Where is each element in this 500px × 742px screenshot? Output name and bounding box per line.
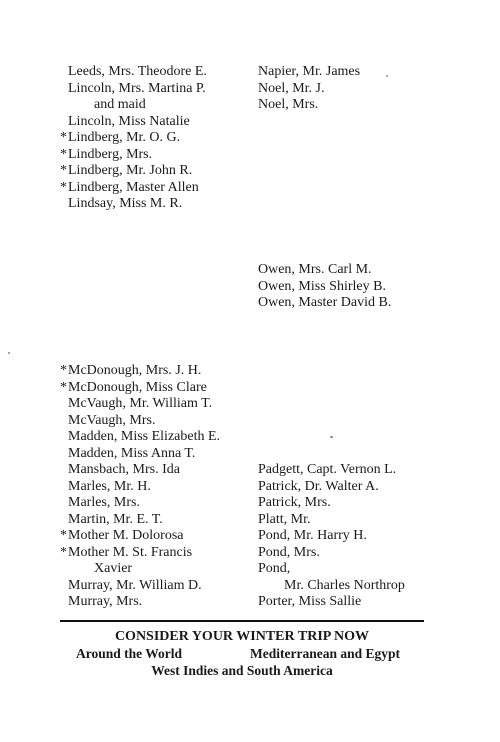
banner-headline: CONSIDER YOUR WINTER TRIP NOW [114, 629, 370, 644]
banner-left-destination: Around the World [76, 646, 183, 661]
paper-speck [330, 436, 333, 438]
asterisk-mark: * [60, 147, 67, 162]
right-entry: Owen, Master David B. [258, 295, 392, 310]
left-entry: Xavier [94, 561, 133, 576]
right-entry: Pond, Mrs. [258, 545, 320, 560]
left-entry: * Lindberg, Mrs. [60, 147, 153, 162]
right-entry: Owen, Miss Shirley B. [258, 279, 386, 294]
left-entry: * Lindberg, Master Allen [60, 180, 199, 195]
left-entry: Lincoln, Mrs. Martina P. [68, 81, 206, 96]
left-entry: Murray, Mr. William D. [68, 578, 202, 593]
paper-speck [386, 75, 388, 77]
left-entry: Madden, Miss Anna T. [68, 446, 196, 461]
right-entry: Noel, Mrs. [258, 97, 319, 112]
right-entry: Porter, Miss Sallie [258, 594, 362, 609]
right-entry: Owen, Mrs. Carl M. [258, 262, 372, 277]
left-entry: Madden, Miss Elizabeth E. [68, 429, 221, 444]
left-entry: * Lindberg, Mr. O. G. [60, 130, 181, 145]
right-entry: Mr. Charles Northrop [284, 578, 405, 593]
left-entry: and maid [94, 97, 146, 112]
right-entry: Platt, Mr. [258, 512, 311, 527]
asterisk-mark: * [60, 130, 67, 145]
banner-right-destination: Mediterranean and Egypt [250, 646, 400, 661]
left-entry: Marles, Mrs. [68, 495, 140, 510]
left-entry: Murray, Mrs. [68, 594, 143, 609]
right-entry: Napier, Mr. James [258, 64, 361, 79]
left-entry: Lincoln, Miss Natalie [68, 114, 190, 129]
asterisk-mark: * [60, 363, 67, 378]
divider-rule [60, 620, 424, 622]
asterisk-mark: * [60, 528, 67, 543]
left-entry: Martin, Mr. E. T. [68, 512, 163, 527]
right-entry: Pond, Mr. Harry H. [258, 528, 367, 543]
asterisk-mark: * [60, 180, 67, 195]
left-entry: McVaugh, Mrs. [68, 413, 156, 428]
left-entry: Lindsay, Miss M. R. [68, 196, 183, 211]
left-entry: McVaugh, Mr. William T. [68, 396, 213, 411]
left-entry: Leeds, Mrs. Theodore E. [68, 64, 207, 79]
asterisk-mark: * [60, 163, 67, 178]
banner-bottom-destination: West Indies and South America [151, 663, 333, 678]
left-entry: Mansbach, Mrs. Ida [68, 462, 180, 477]
left-entry: * Mother M. St. Francis [60, 545, 193, 560]
left-entry: * Mother M. Dolorosa [60, 528, 184, 543]
right-entry: Patrick, Dr. Walter A. [258, 479, 379, 494]
left-entry: * McDonough, Mrs. J. H. [60, 363, 202, 378]
paper-speck [8, 352, 10, 354]
asterisk-mark: * [60, 545, 67, 560]
left-entry: * Lindberg, Mr. John R. [60, 163, 193, 178]
right-entry: Noel, Mr. J. [258, 81, 325, 96]
asterisk-mark: * [60, 380, 67, 395]
right-entry: Pond, [258, 561, 291, 576]
right-entry: Padgett, Capt. Vernon L. [258, 462, 397, 477]
right-entry: Patrick, Mrs. [258, 495, 331, 510]
left-entry: * McDonough, Miss Clare [60, 380, 207, 395]
left-entry: Marles, Mr. H. [68, 479, 151, 494]
